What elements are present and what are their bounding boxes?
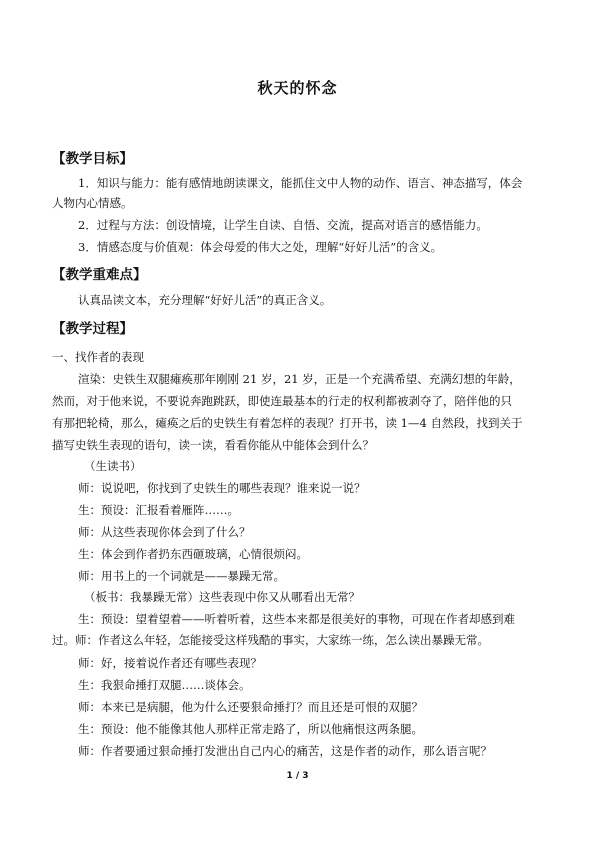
goal-item-1-line-2: 人物内心情感。 [52,196,133,210]
process-line: 师：说说吧，你找到了史铁生的哪些表现？谁来说一说？ [78,481,366,495]
process-line: 渲染：史铁生双腿瘫痪那年刚刚 21 岁，21 岁，正是一个充满希望、充满幻想的年龄， [78,372,521,386]
process-line: 师：好，接着说作者还有哪些表现？ [78,656,262,670]
process-line: 过。师：作者这么年轻，怎能接受这样残酷的事实，大家练一练，怎么读出暴躁无常。 [52,633,489,647]
goal-item-1-line-1: 1．知识与能力：能有感情地朗读课文，能抓住文中人物的动作、语言、神态描写，体会 [78,176,523,190]
page-number: 1 / 3 [286,771,309,781]
section-heading-process: 【教学过程】 [52,321,133,337]
process-line: 描写史铁生表现的语句，读一读，看看你能从中能体会到什么？ [52,438,374,452]
process-line: 生：体会到作者扔东西砸玻璃，心情很烦闷。 [78,547,308,561]
goal-item-3: 3．情感态度与价值观：体会母爱的伟大之处，理解“好好儿活”的含义。 [78,240,443,254]
process-line: 师：用书上的一个词就是——暴躁无常。 [78,569,285,583]
section-heading-goals: 【教学目标】 [52,151,133,167]
process-line: （板书：我暴躁无常）这些表现中你又从哪看出无常？ [84,590,360,604]
process-line: 生：预设：汇报看着雁阵……。 [78,503,239,517]
keypoints-text: 认真品读文本，充分理解“好好儿活”的真正含义。 [78,293,332,307]
goal-item-2: 2．过程与方法：创设情境，让学生自读、自悟、交流，提高对语言的感悟能力。 [78,218,488,232]
process-line: 然而，对于他来说，不要说奔跑跳跃，即使连最基本的行走的权利都被剥夺了，陪伴他的只 [52,394,512,408]
page-title: 秋天的怀念 [257,79,338,97]
process-line: 有那把轮椅，那么，瘫痪之后的史铁生有着怎样的表现？打开书，读 1—4 自然段，找到关于 [52,416,523,430]
process-line: （生读书） [84,459,142,473]
process-line: 生：我狠命捶打双腿……谈体会。 [78,678,251,692]
process-line: 生：预设：望着望着——听着听着，这些本来都是很美好的事物，可现在作者却感到难 [78,612,515,626]
section-heading-keypoints: 【教学重难点】 [52,267,147,283]
process-part-1-heading: 一、找作者的表现 [52,350,144,364]
process-line: 师：本来已是病腿，他为什么还要狠命捶打？而且还是可恨的双腿？ [78,700,423,714]
process-line: 师：从这些表现你体会到了什么？ [78,525,251,539]
process-line: 生：预设：他不能像其他人那样正常走路了，所以他痛恨这两条腿。 [78,722,423,736]
process-line: 师：作者要通过狠命捶打发泄出自己内心的痛苦，这是作者的动作，那么语言呢？ [78,744,492,758]
